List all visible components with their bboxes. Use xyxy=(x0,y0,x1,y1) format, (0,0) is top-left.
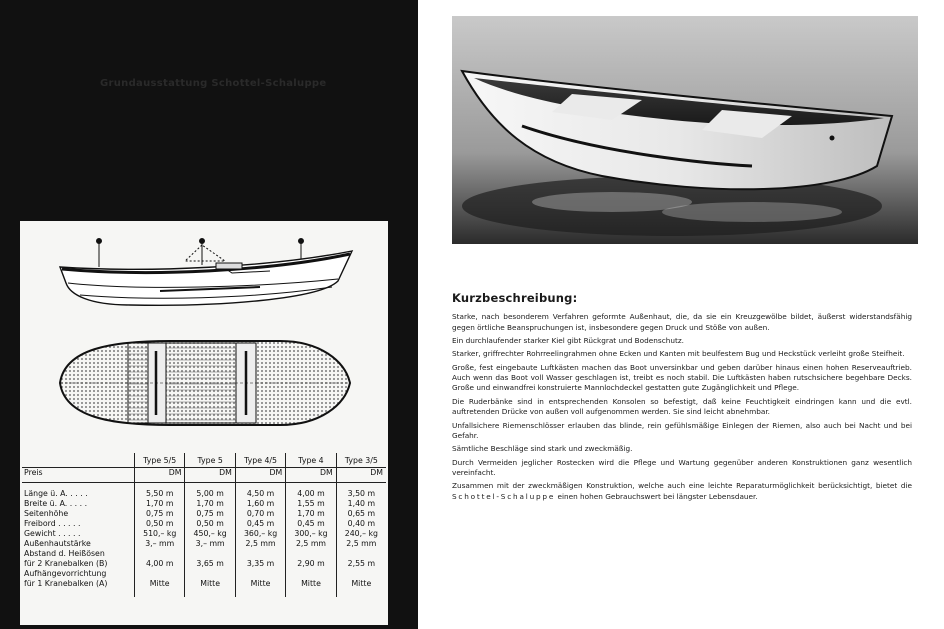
spec-header-type-5-5: Type 5/5 xyxy=(135,453,185,468)
spec-value-cell: 5,50 m xyxy=(145,489,174,498)
brochure-paragraph: Durch Vermeiden jeglicher Rostecken wird die Pflege und Wartung gegenüber anderen Konstruktionen ganz wesentlich vereinfacht. xyxy=(452,457,912,477)
spec-column-type-4 xyxy=(286,483,336,598)
boat-photo-illustration xyxy=(452,16,918,244)
spec-values-row xyxy=(22,483,386,598)
spec-value-cell xyxy=(138,569,181,579)
row-label: Abstand d. Heißösen xyxy=(24,549,105,558)
spec-row-labels xyxy=(22,483,135,598)
spec-value-cell: 1,70 m xyxy=(145,499,174,508)
spec-value-cell: 5,00 m xyxy=(196,489,224,498)
left-dark-panel xyxy=(0,0,418,629)
spec-value-cell: 4,00 m xyxy=(297,489,325,498)
spec-value-cell: 300,– kg xyxy=(294,529,328,538)
spec-value-cell: Mitte xyxy=(301,579,321,588)
spec-column-type-3-5 xyxy=(336,483,386,598)
spec-value-cell: 3,50 m xyxy=(347,489,376,498)
spec-table xyxy=(22,453,386,597)
spec-value-cell: 2,5 mm xyxy=(245,539,276,548)
spec-value-cell xyxy=(239,549,282,559)
spec-value-cell: Mitte xyxy=(149,579,170,588)
row-label: Gewicht . . . . . xyxy=(24,529,81,538)
brochure-paragraph: Die Ruderbänke sind in entsprechenden Konsolen so befestigt, daß keine Feuchtigkeit eindringen kann und die evtl. auftretenden Drücke von außen voll aufgenommen werden. Sie sind leicht abnehmbar. xyxy=(452,396,912,417)
spec-value-cell: 3,– mm xyxy=(195,539,225,548)
spec-value-cell: 240,– kg xyxy=(344,529,378,538)
row-label: Seitenhöhe xyxy=(24,509,69,518)
spec-value-cell: Mitte xyxy=(250,579,271,588)
spec-value-cell: 3,– mm xyxy=(145,539,175,548)
spec-value-cell: 0,45 m xyxy=(297,519,325,528)
brochure-final-paragraph xyxy=(452,481,912,502)
spec-value-cell: 0,45 m xyxy=(246,519,275,528)
spec-value-cell: 1,70 m xyxy=(196,499,224,508)
spec-value-cell xyxy=(138,549,181,559)
spec-value-cell xyxy=(188,549,231,559)
row-label: Freibord . . . . . xyxy=(24,519,81,528)
spec-value-cell: 2,5 mm xyxy=(346,539,377,548)
spec-value-cell: 0,50 m xyxy=(145,519,174,528)
price-unit: DM xyxy=(235,468,285,483)
spec-value-cell: 1,70 m xyxy=(297,509,325,518)
brochure-paragraph: Große, fest eingebaute Luftkästen machen das Boot unversinkbar und geben darüber hinaus einen hohen Reserveauftrieb. Auch wenn das Boot voll Wasser geschlagen ist, treibt es noch stabil. Die Luftkästen haben rutschsichere begehbare Decks. Große und einwandfrei konstruierte Mannlochdeckel gestatten gute Zugänglichkeit und Pflege. xyxy=(452,362,912,393)
price-unit: DM xyxy=(185,468,235,483)
spec-header-type-5: Type 5 xyxy=(185,453,235,468)
price-unit: DM xyxy=(135,468,185,483)
spec-value-cell: 0,70 m xyxy=(246,509,275,518)
boat-photo xyxy=(452,16,918,244)
row-label: Aufhängevorrichtung xyxy=(24,569,107,578)
spec-column-type-5 xyxy=(185,483,235,598)
spec-value-cell: 360,– kg xyxy=(243,529,278,538)
spec-header-type-3-5: Type 3/5 xyxy=(336,453,386,468)
spec-card xyxy=(20,221,388,625)
spec-value-cell: 2,55 m xyxy=(347,559,376,568)
brochure-paragraph: Starker, griffrechter Rohrreelingrahmen ohne Ecken und Kanten mit beulfestem Bug und Heckstück verleiht große Steifheit. xyxy=(452,349,905,359)
spec-value-cell xyxy=(188,569,231,579)
spec-header-type-4-5: Type 4/5 xyxy=(235,453,285,468)
spec-value-cell: 3,35 m xyxy=(246,559,275,568)
brochure-paragraph: Unfallsichere Riemenschlösser erlauben das blinde, rein gefühlsmäßige Einlegen der Riemen, also auch bei Nacht und bei Gefahr. xyxy=(452,420,912,440)
spec-value-cell xyxy=(239,569,282,579)
spec-value-cell: 3,65 m xyxy=(196,559,224,568)
row-label: Breite ü. A. . . . . xyxy=(24,499,88,508)
final-text-start: Zusammen mit der zweckmäßigen Konstruktion, welche auch eine leichte Reparaturmöglichkeit berücksichtigt, bietet die xyxy=(452,481,912,491)
spec-value-cell: 1,55 m xyxy=(297,499,325,508)
faded-title: Grundausstattung Schottel-Schaluppe xyxy=(100,78,327,89)
spec-value-cell: 0,75 m xyxy=(196,509,224,518)
brochure-text xyxy=(452,290,912,505)
boat-side-drawing xyxy=(20,221,388,321)
row-label: für 1 Kranebalken (A) xyxy=(24,579,108,588)
spec-value-cell: 0,40 m xyxy=(347,519,376,528)
spec-value-cell xyxy=(289,569,332,579)
brochure-paragraph: Starke, nach besonderem Verfahren geformte Außenhaut, die, da sie ein Kreuzgewölbe bildet, äußerst widerstandsfähig gegen örtliche Beanspruchungen ist, insbesondere gegen Druck und Stöße von außen. xyxy=(452,312,912,332)
brochure-paragraph: Sämtliche Beschläge sind stark und zweckmäßig. xyxy=(452,444,633,454)
spec-column-type-4-5 xyxy=(235,483,285,598)
spec-value-cell xyxy=(289,549,332,559)
spec-header-type-4: Type 4 xyxy=(286,453,336,468)
final-text-end: einen hohen Gebrauchswert bei längster Lebensdauer. xyxy=(557,491,758,501)
spec-value-cell: 2,5 mm xyxy=(295,539,327,548)
row-label: Länge ü. A. . . . . xyxy=(24,489,88,498)
spec-header-row xyxy=(22,453,386,468)
spec-value-cell: 450,– kg xyxy=(193,529,227,538)
spec-value-cell: Mitte xyxy=(351,579,372,588)
spec-value-cell: 1,40 m xyxy=(347,499,376,508)
spec-value-cell xyxy=(340,569,383,579)
spec-value-cell: Mitte xyxy=(200,579,221,588)
spec-header-label xyxy=(22,453,135,468)
spec-value-cell: 510,– kg xyxy=(143,529,177,538)
spec-value-cell xyxy=(340,549,383,559)
brochure-paragraph: Ein durchlaufender starker Kiel gibt Rückgrat und Bodenschutz. xyxy=(452,336,684,346)
spec-value-cell: 2,90 m xyxy=(297,559,325,568)
boat-plan-drawing xyxy=(20,321,388,451)
spec-value-cell: 4,00 m xyxy=(145,559,174,568)
price-row xyxy=(22,468,386,483)
spec-value-cell: 4,50 m xyxy=(246,489,275,498)
spec-value-cell: 0,50 m xyxy=(196,519,224,528)
spec-value-cell: 0,65 m xyxy=(347,509,376,518)
brand-name: Schottel-Schaluppe xyxy=(452,491,556,501)
price-unit: DM xyxy=(286,468,336,483)
row-label: für 2 Kranebalken (B) xyxy=(24,559,108,568)
row-label: Außenhautstärke xyxy=(24,539,91,548)
spec-column-type-5-5 xyxy=(135,483,185,598)
spec-value-cell: 0,75 m xyxy=(145,509,174,518)
price-label: Preis xyxy=(22,468,135,483)
brochure-heading: Kurzbeschreibung: xyxy=(452,291,578,305)
spec-value-cell: 1,60 m xyxy=(246,499,275,508)
price-unit: DM xyxy=(336,468,386,483)
